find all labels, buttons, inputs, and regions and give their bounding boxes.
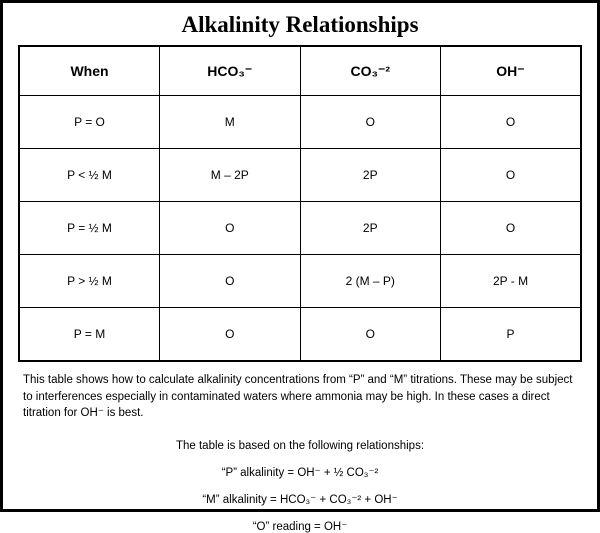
table-body (19, 96, 581, 362)
cell-oh: P (441, 308, 582, 362)
cell-co3: 2 (M – P) (300, 255, 441, 308)
cell-when: P = O (19, 96, 160, 149)
cell-when: P = M (19, 308, 160, 362)
cell-hco3: O (160, 308, 301, 362)
cell-hco3: M (160, 96, 301, 149)
alkalinity-table (18, 45, 582, 362)
table-row (19, 149, 581, 202)
relationship-o-reading: “O” reading = OH⁻ (252, 521, 348, 533)
cell-when: P < ½ M (19, 149, 160, 202)
col-header-hco3: HCO₃⁻ (160, 46, 301, 96)
col-header-oh: OH⁻ (441, 46, 582, 96)
cell-oh: O (441, 202, 582, 255)
cell-co3: 2P (300, 202, 441, 255)
relationships-intro: The table is based on the following relationships: (175, 440, 425, 453)
cell-hco3: O (160, 202, 301, 255)
table-header (19, 46, 581, 96)
table-footnote: This table shows how to calculate alkalinity concentrations from “P” and “M” titrations. These may be subject to interferences especially in contaminated waters where ammonia may be high. In these cases a direct titration for OH⁻ is best. (23, 374, 573, 420)
relationship-m-alkalinity: “M” alkalinity = HCO₃⁻ + CO₃⁻² + OH⁻ (202, 494, 398, 507)
cell-when: P > ½ M (19, 255, 160, 308)
cell-co3: O (300, 308, 441, 362)
cell-co3: O (300, 96, 441, 149)
col-header-when: When (19, 46, 160, 96)
table-row (19, 202, 581, 255)
cell-oh: 2P - M (441, 255, 582, 308)
cell-oh: O (441, 149, 582, 202)
cell-hco3: M – 2P (160, 149, 301, 202)
cell-hco3: O (160, 255, 301, 308)
table-row (19, 96, 581, 149)
relationship-p-alkalinity: “P” alkalinity = OH⁻ + ½ CO₃⁻² (221, 467, 379, 480)
col-header-co3: CO₃⁻² (300, 46, 441, 96)
page-title: Alkalinity Relationships (181, 12, 419, 37)
cell-when: P = ½ M (19, 202, 160, 255)
cell-co3: 2P (300, 149, 441, 202)
table-row (19, 308, 581, 362)
table-row (19, 255, 581, 308)
cell-oh: O (441, 96, 582, 149)
header-row (19, 46, 581, 96)
